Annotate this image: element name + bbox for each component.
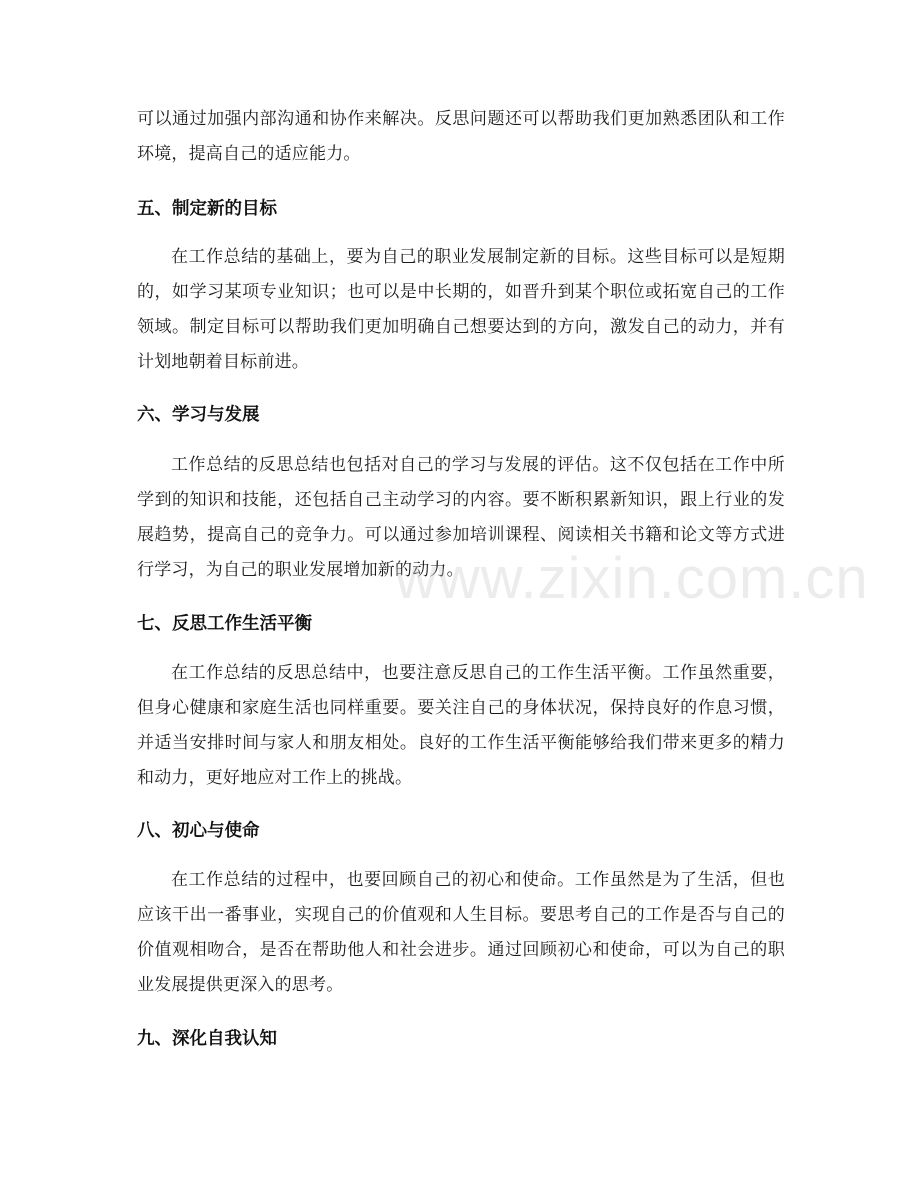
section-heading: 六、学习与发展	[137, 405, 260, 425]
section-heading: 九、深化自我认知	[137, 1029, 277, 1049]
watermark-text: www.zixin.com.cn	[395, 546, 869, 611]
section-9	[137, 1027, 785, 1051]
section-heading: 五、制定新的目标	[137, 199, 277, 219]
section-5	[137, 197, 785, 221]
section-8	[137, 819, 785, 843]
section-6	[137, 403, 785, 427]
section-paragraph: 在工作总结的基础上，要为自己的职业发展制定新的目标。这些目标可以是短期的，如学习某项专业知识；也可以是中长期的，如晋升到某个职位或拓宽自己的工作领域。制定目标可以帮助我们更加明确自己想要达到的方向，激发自己的动力，并有计划地朝着目标前进。	[137, 247, 785, 372]
section-7	[137, 612, 785, 636]
section-paragraph: 工作总结的反思总结也包括对自己的学习与发展的评估。这不仅包括在工作中所学到的知识和技能，还包括自己主动学习的内容。要不断积累新知识，跟上行业的发展趋势，提高自己的竞争力。可以通过参加培训课程、阅读相关书籍和论文等方式进行学习，为自己的职业发展增加新的动力。	[137, 455, 785, 580]
section-paragraph: 在工作总结的反思总结中，也要注意反思自己的工作生活平衡。工作虽然重要，但身心健康和家庭生活也同样重要。要关注自己的身体状况，保持良好的作息习惯，并适当安排时间与家人和朋友相处。良好的工作生活平衡能够给我们带来更多的精力和动力，更好地应对工作上的挑战。	[137, 663, 785, 788]
intro-paragraph: 可以通过加强内部沟通和协作来解决。反思问题还可以帮助我们更加熟悉团队和工作环境，提高自己的适应能力。	[137, 109, 785, 164]
intro-paragraph-block	[137, 102, 785, 172]
section-8-body	[137, 863, 785, 1003]
section-5-body	[137, 240, 785, 380]
section-7-body	[137, 656, 785, 796]
section-6-body	[137, 448, 785, 588]
section-paragraph: 在工作总结的过程中，也要回顾自己的初心和使命。工作虽然是为了生活，但也应该干出一番事业，实现自己的价值观和人生目标。要思考自己的工作是否与自己的价值观相吻合，是否在帮助他人和社会进步。通过回顾初心和使命，可以为自己的职业发展提供更深入的思考。	[137, 870, 785, 995]
section-heading: 八、初心与使命	[137, 821, 260, 841]
section-heading: 七、反思工作生活平衡	[137, 614, 312, 634]
